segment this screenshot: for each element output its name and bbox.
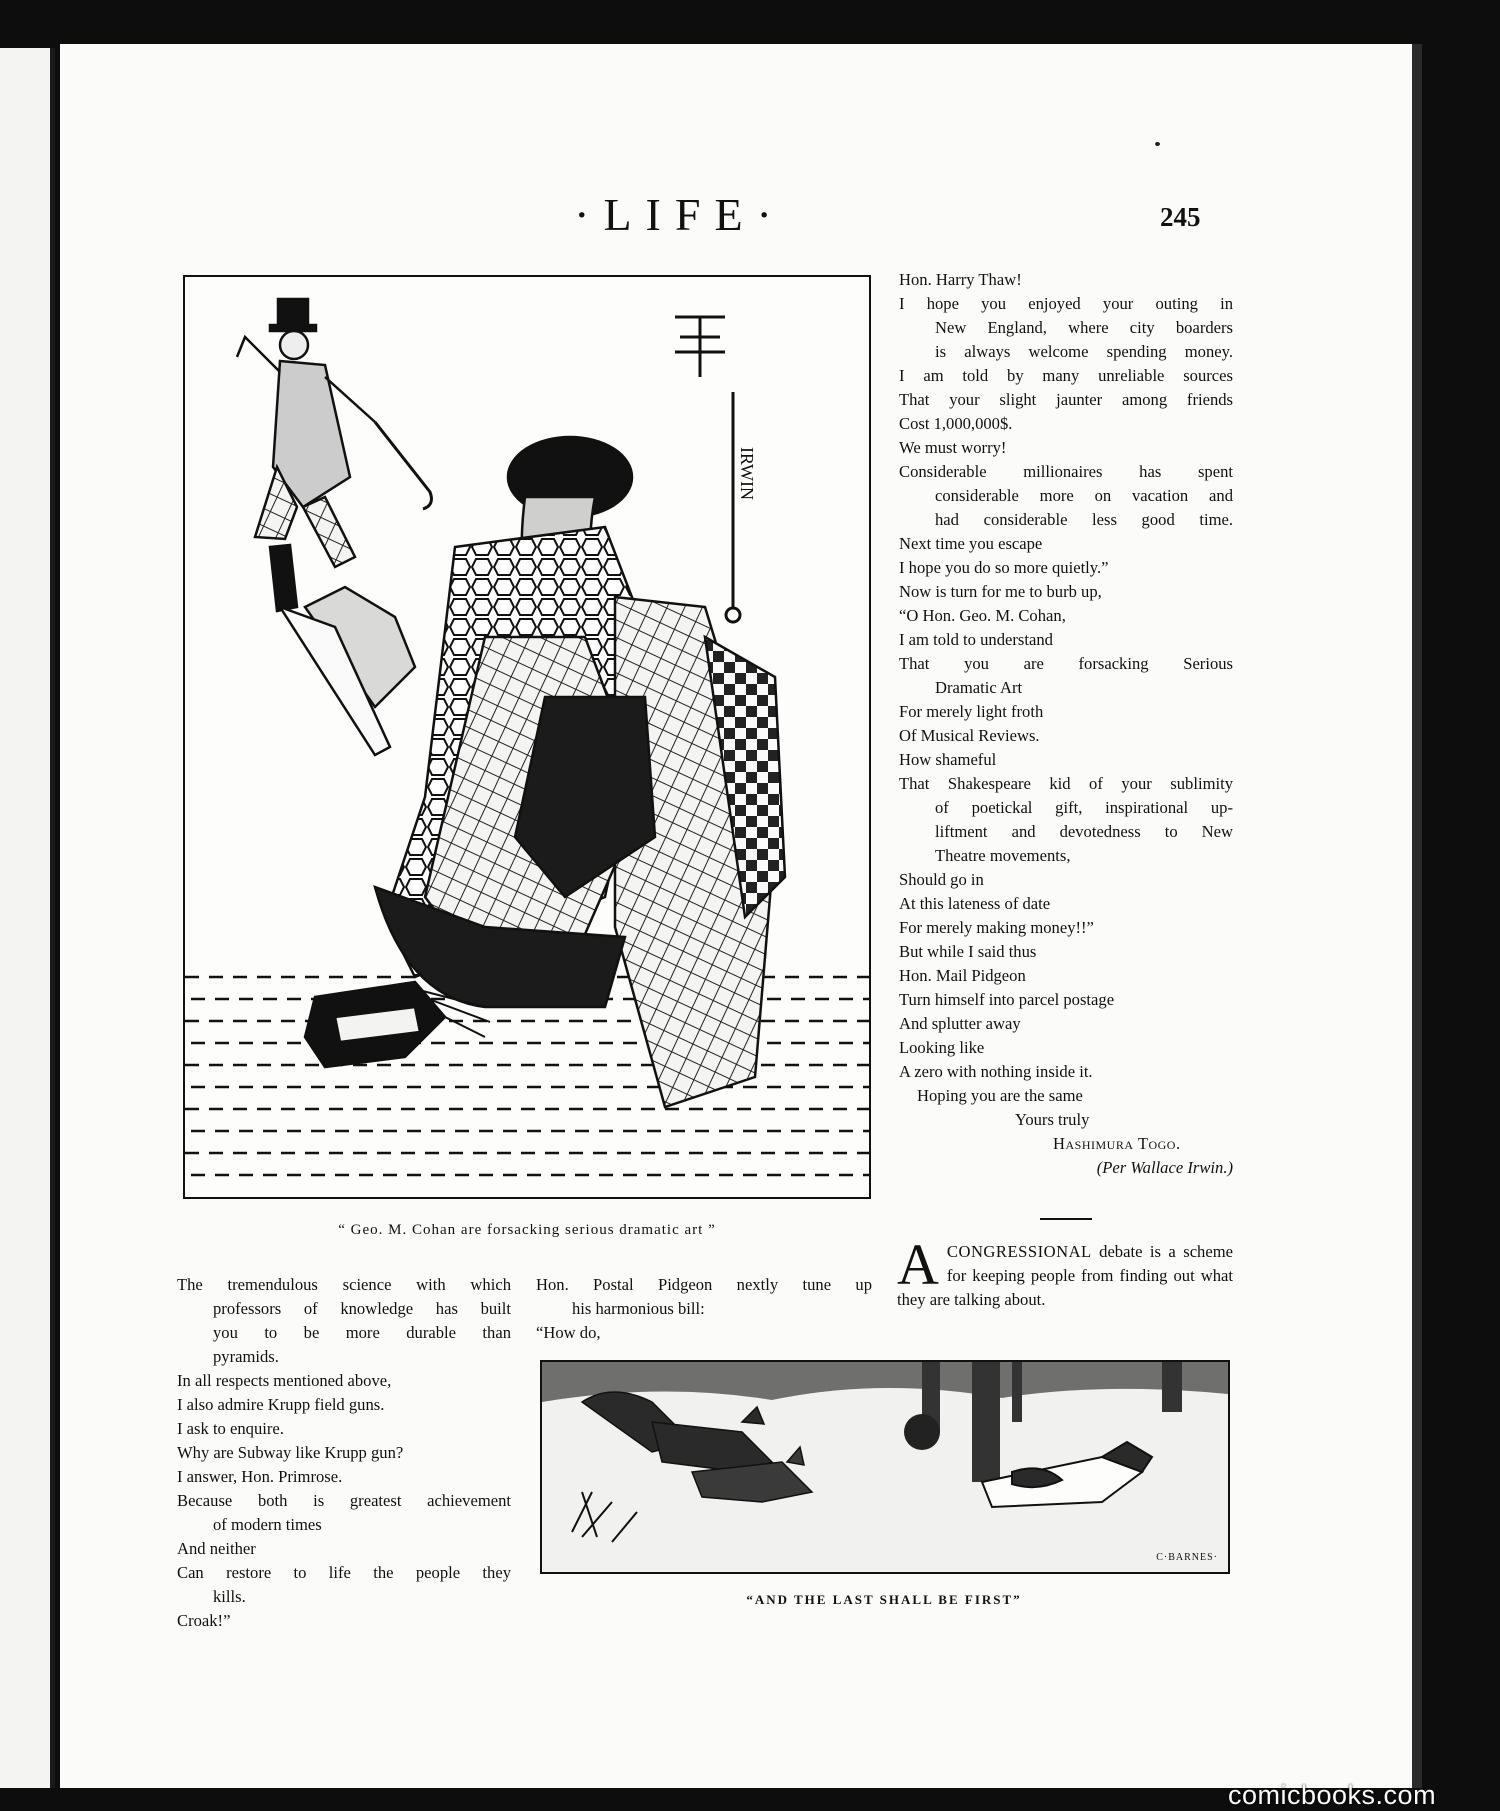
verse-line: That your slight jaunter among friends — [899, 390, 1233, 409]
verse-line: I hope you do so more quietly.” — [899, 558, 1109, 577]
verse-line: Because both is greatest achievement — [177, 1491, 511, 1510]
verse-line: A zero with nothing inside it. — [899, 1062, 1093, 1081]
verse-line: I am told to understand — [899, 630, 1053, 649]
joke-lead-word: CONGRESSIONAL — [946, 1242, 1092, 1261]
verse-line: I also admire Krupp field guns. — [177, 1395, 385, 1414]
congressional-joke — [897, 1232, 1233, 1312]
verse-line: Of Musical Reviews. — [899, 726, 1040, 745]
verse-line: At this lateness of date — [899, 894, 1051, 913]
verse-line: kills. — [213, 1587, 246, 1606]
verse-line: We must worry! — [899, 438, 1007, 457]
verse-line: I am told by many unreliable sources — [899, 366, 1233, 385]
verse-line: Now is turn for me to burb up, — [899, 582, 1102, 601]
verse-line: Turn himself into parcel postage — [899, 990, 1115, 1009]
verse-line: Dramatic Art — [935, 678, 1023, 697]
verse-line: And neither — [177, 1539, 256, 1558]
verse-line: Cost 1,000,000$. — [899, 414, 1013, 433]
artist-monogram — [675, 317, 740, 622]
verse-line: Theatre movements, — [935, 846, 1071, 865]
fox-hunt-illustration — [542, 1362, 1228, 1572]
page-edge-shadow — [1412, 44, 1422, 1788]
verse-line: For merely making money!!” — [899, 918, 1094, 937]
verse-line: his harmonious bill: — [572, 1299, 705, 1318]
verse-line: you to be more durable than — [213, 1323, 511, 1342]
verse-line: is always welcome spending money. — [935, 342, 1233, 361]
verse-line: of poetickal gift, inspirational up- — [935, 798, 1233, 817]
mid-bottom-verse — [536, 1273, 872, 1345]
verse-line: pyramids. — [213, 1347, 279, 1366]
verse-line: Why are Subway like Krupp gun? — [177, 1443, 404, 1462]
verse-line: Croak!” — [177, 1611, 231, 1630]
verse-line: Hoping you are the same — [917, 1086, 1083, 1105]
verse-line: New England, where city boarders — [935, 318, 1233, 337]
verse-line: Hon. Mail Pidgeon — [899, 966, 1026, 985]
verse-line: I hope you enjoyed your outing in — [899, 294, 1233, 313]
verse-line: “O Hon. Geo. M. Cohan, — [899, 606, 1066, 625]
verse-line: I answer, Hon. Primrose. — [177, 1467, 343, 1486]
verse-line: Considerable millionaires has spent — [899, 462, 1233, 481]
top-cartoon — [183, 275, 871, 1199]
joke-text: debate is a scheme for keeping people from finding out what they are talking about. — [897, 1242, 1233, 1309]
sign-off: Yours truly — [1015, 1110, 1090, 1129]
verse-line: The tremendulous science with which — [177, 1275, 511, 1294]
page-number: 245 — [1160, 202, 1201, 232]
section-divider — [1040, 1218, 1092, 1220]
verse-line: But while I said thus — [899, 942, 1037, 961]
verse-line: considerable more on vacation and — [935, 486, 1233, 505]
author-name: Hashimura Togo. — [1053, 1134, 1181, 1153]
site-watermark: comicbooks.com — [1228, 1780, 1437, 1810]
verse-line: How shameful — [899, 750, 997, 769]
verse-line: had considerable less good time. — [935, 510, 1233, 529]
facing-page-edge — [0, 48, 55, 1788]
author-credit: (Per Wallace Irwin.) — [1096, 1158, 1233, 1177]
drop-cap: A — [897, 1232, 939, 1297]
top-cartoon-caption: “ Geo. M. Cohan are forsacking serious dramatic art ” — [338, 1222, 716, 1238]
verse-line: For merely light froth — [899, 702, 1044, 721]
verse-line: professors of knowledge has built — [213, 1299, 511, 1318]
artist-signature: IRWIN — [737, 447, 757, 500]
verse-line: Looking like — [899, 1038, 985, 1057]
right-column-verse — [899, 268, 1233, 1180]
verse-line: “How do, — [536, 1323, 601, 1342]
verse-line: Hon. Harry Thaw! — [899, 270, 1022, 289]
verse-line: In all respects mentioned above, — [177, 1371, 392, 1390]
small-animal — [904, 1414, 940, 1450]
verse-line: Next time you escape — [899, 534, 1043, 553]
verse-line: of modern times — [213, 1515, 322, 1534]
masthead: ·LIFE· — [574, 189, 786, 240]
verse-line: And splutter away — [899, 1014, 1021, 1033]
left-bottom-verse — [177, 1273, 511, 1633]
print-speck — [1155, 142, 1160, 146]
verse-line: I ask to enquire. — [177, 1419, 284, 1438]
verse-line: Should go in — [899, 870, 984, 889]
verse-line: Hon. Postal Pidgeon nextly tune up — [536, 1275, 872, 1294]
verse-line: That Shakespeare kid of your sublimity — [899, 774, 1233, 793]
floating-gentleman — [237, 299, 431, 567]
artist-signature: C·BARNES· — [1156, 1552, 1218, 1563]
bottom-cartoon-caption: “AND THE LAST SHALL BE FIRST” — [746, 1592, 1022, 1607]
geisha-illustration — [185, 277, 869, 1197]
verse-line: That you are forsacking Serious — [899, 654, 1233, 673]
verse-line: liftment and devotedness to New — [935, 822, 1233, 841]
verse-line: Can restore to life the people they — [177, 1563, 511, 1582]
bottom-cartoon — [540, 1360, 1230, 1574]
